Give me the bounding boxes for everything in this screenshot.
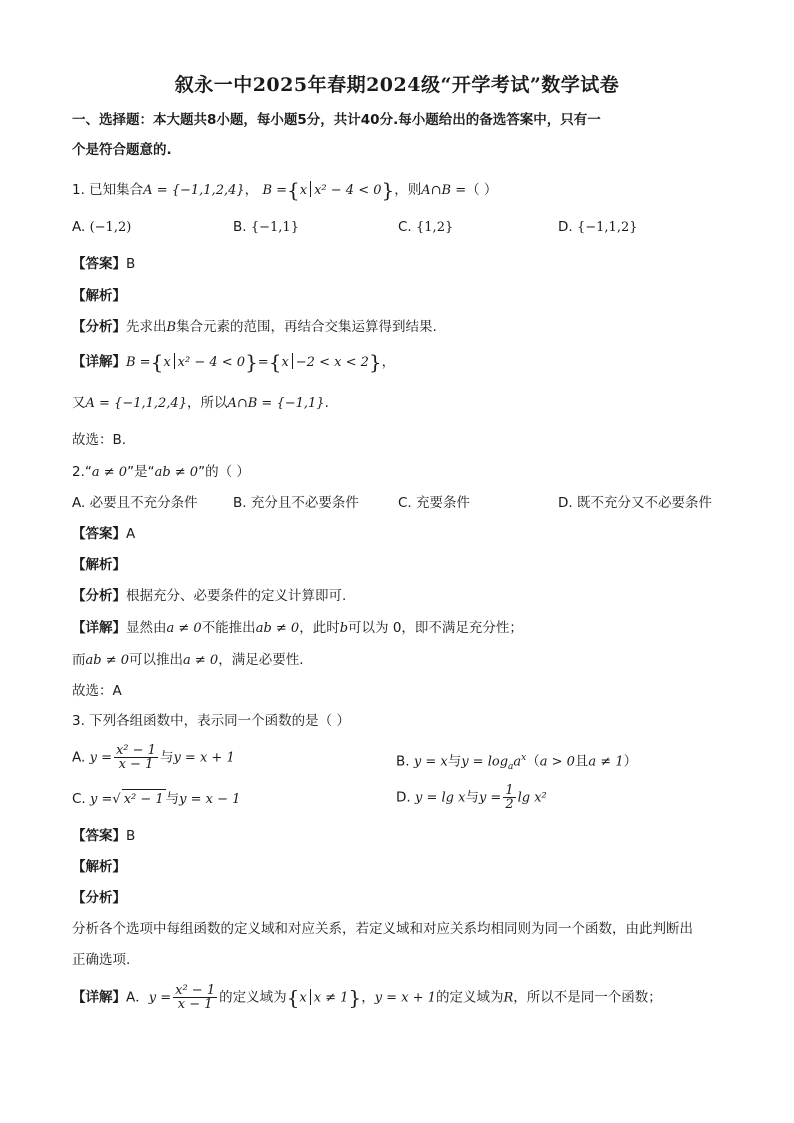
q3-answer: 【答案】B [72, 828, 136, 844]
q1-analysis-tag: 【解析】 [72, 288, 126, 304]
q1-stem: 1. 已知集合A = {−1,1,2,4}， B ={x x² − 4 < 0}，则A∩B =（ ） [72, 178, 498, 202]
q3-stem: 3. 下列各组函数中，表示同一个函数的是（ ） [72, 713, 350, 729]
q2-stem: 2.“a ≠ 0”是“ab ≠ 0”的（ ） [72, 464, 250, 480]
q2-fenxi: 【分析】根据充分、必要条件的定义计算即可. [72, 588, 347, 604]
q1-set-b-condition: x² − 4 < 0 [314, 183, 382, 198]
q2-detail-line1: 【详解】显然由a ≠ 0不能推出ab ≠ 0，此时b可以为 0，即不满足充分性； [72, 620, 523, 636]
section-heading-line2: 个是符合题意的. [72, 142, 172, 158]
q2-option-d: D. 既不充分又不必要条件 [558, 495, 712, 511]
q3-analysis-tag: 【解析】 [72, 859, 126, 875]
q2-option-c: C. 充要条件 [398, 495, 471, 511]
q1-option-c: C. {1,2} [398, 219, 454, 235]
q2-analysis-tag: 【解析】 [72, 557, 126, 573]
q1-choose: 故选：B. [72, 432, 127, 448]
q1-detail-line2: 又A = {−1,1,2,4}，所以A∩B = {−1,1}. [72, 395, 329, 411]
q2-option-b: B. 充分且不必要条件 [233, 495, 359, 511]
q1-option-b: B. {−1,1} [233, 219, 299, 235]
q3-fenxi-tag: 【分析】 [72, 890, 126, 906]
q1-option-d: D. {−1,1,2} [558, 219, 638, 235]
section-heading-line1: 一、选择题：本大题共8小题，每小题5分，共计40分.每小题给出的备选答案中，只有一 [72, 112, 601, 128]
q1-fenxi: 【分析】先求出B集合元素的范围，再结合交集运算得到结果. [72, 319, 437, 335]
q1-detail-line1: 【详解】B ={x x² − 4 < 0}={x −2 < x < 2}， [72, 350, 396, 374]
page-title: 叙永一中2025年春期2024级“开学考试”数学试卷 [174, 74, 620, 96]
q3-fenxi-line1: 分析各个选项中每组函数的定义域和对应关系，若定义域和对应关系均相同则为同一个函数，由此判断出 [72, 921, 693, 937]
q3-fenxi-line2: 正确选项. [72, 952, 131, 968]
q3-option-c: C. y =√ x² − 1 与y = x − 1 [72, 789, 240, 810]
q1-option-a: A. (−1,2) [72, 219, 132, 235]
q3-option-b: B. y = x与$y = \log_aa^x(a > 0$且a ≠ 1） [396, 753, 638, 773]
q3-option-a: A. y = $\frac{\text{x² − 1}}{x - 1}$ 与y = x + 1 [72, 743, 235, 772]
q2-detail-line2: 而ab ≠ 0可以推出a ≠ 0，满足必要性. [72, 652, 304, 668]
q3-detail-line1: 【详解】A．y = $\frac{\text{x² − 1}}{x - 1}$ 的定义域为{x x ≠ 1}，y = x + 1的定义域为R，所以不是同一个函数； [72, 983, 662, 1012]
q2-answer: 【答案】A [72, 526, 136, 542]
q1-set-a: A = {−1,1,2,4} [143, 183, 245, 198]
q2-option-a: A. 必要且不充分条件 [72, 495, 198, 511]
q3-option-d: D. y = lg x与y = $\frac{1}{2}$ lg x² [396, 783, 547, 812]
q1-answer: 【答案】B [72, 256, 136, 272]
q2-choose: 故选：A [72, 683, 122, 699]
